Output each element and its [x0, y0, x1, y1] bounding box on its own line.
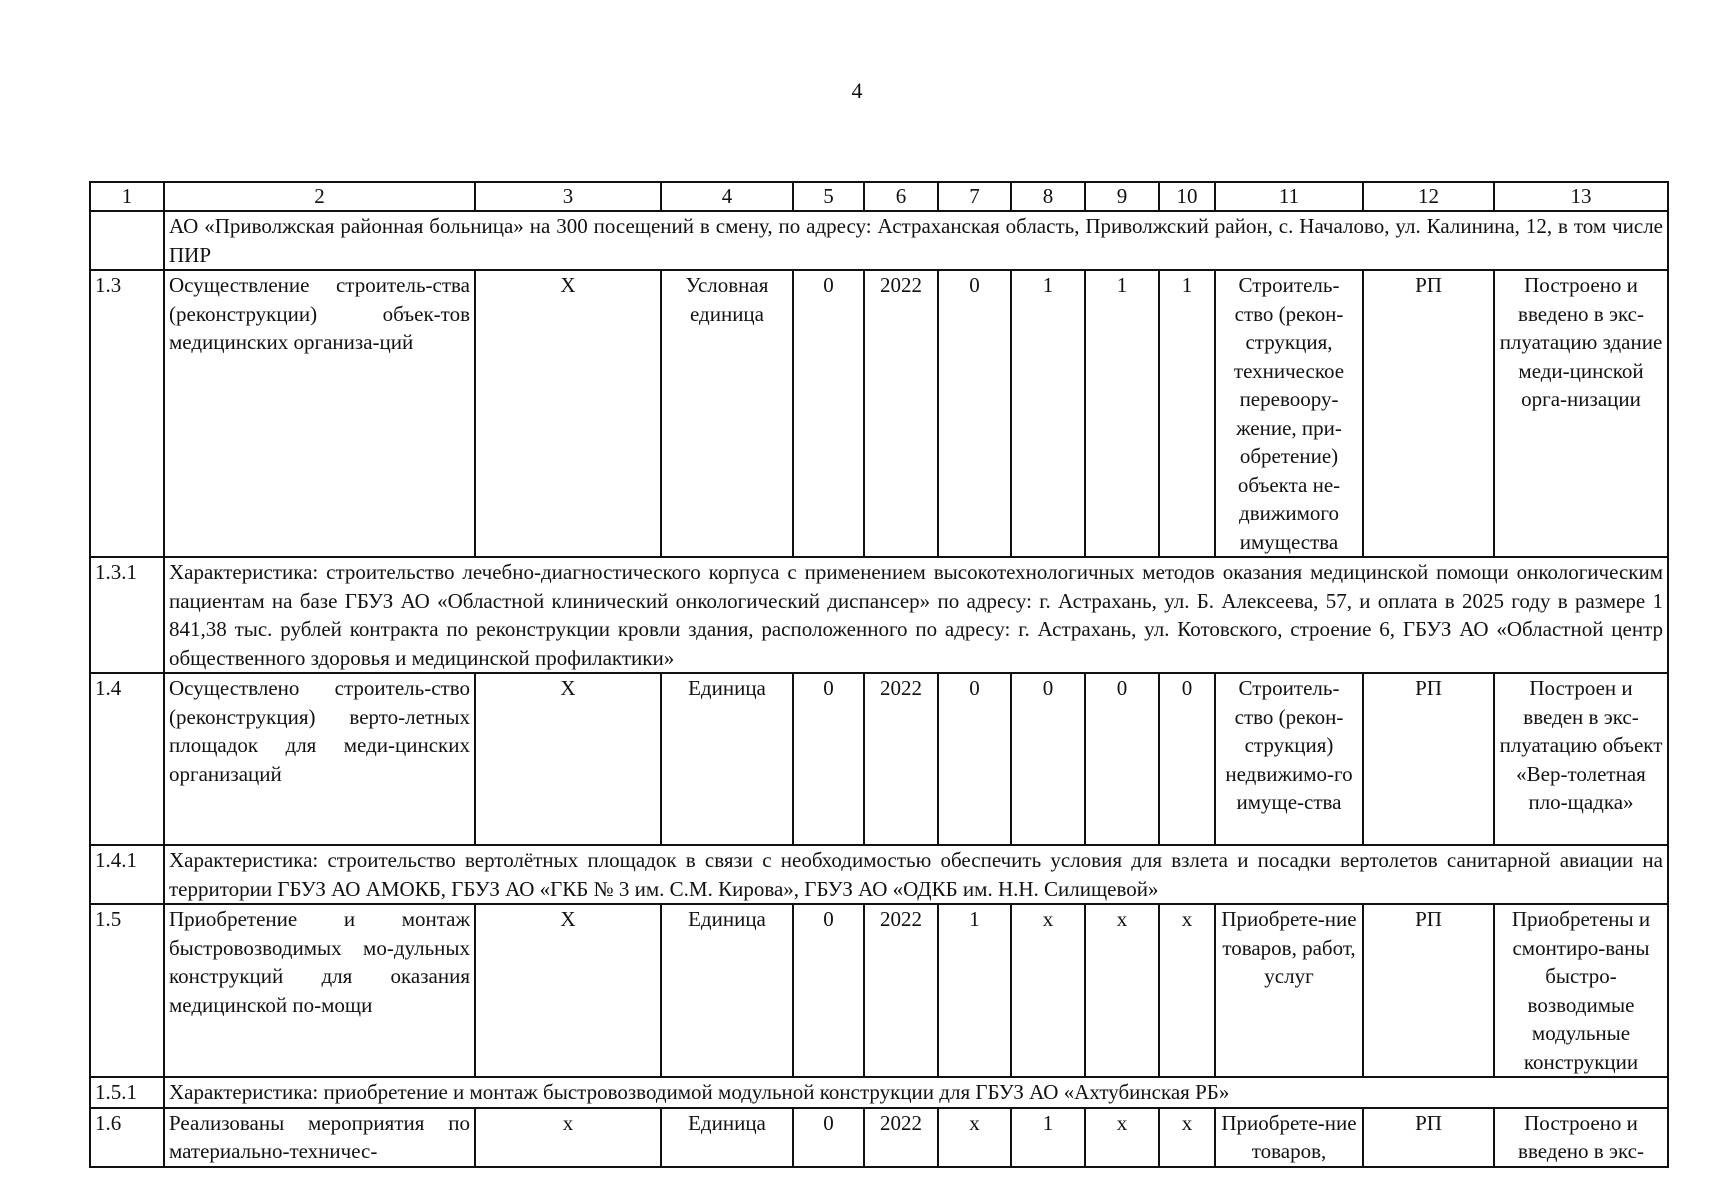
row-cell: 0 [793, 270, 864, 557]
row-unit: Условная единица [661, 270, 793, 557]
header-cell: 7 [938, 182, 1011, 211]
row-result: Построено и введено в экс- [1494, 1108, 1668, 1167]
row-characteristic: Характеристика: строительство вертолётных площадок в связи с необходимостью обеспечить условия для взлета и посадки вертолетов санитарной авиации на территории ГБУЗ АО АМОКБ, ГБУЗ АО «ГКБ № 3 им. С.М. Кирова», ГБУЗ АО «ОДКБ им. Н.Н. Силищевой» [164, 845, 1668, 904]
row-activity-type: Строитель-ство (рекон-струкция, техническое перевоору-жение, при-обретение) объекта не-движимого имущества [1215, 270, 1363, 557]
row-unit: Единица [661, 673, 793, 845]
header-cell: 1 [90, 182, 164, 211]
row-cell: 0 [793, 1108, 864, 1167]
row-cell: х [1011, 904, 1085, 1077]
row-cell: РП [1363, 904, 1494, 1077]
row-cell: 1 [1085, 270, 1159, 557]
row-name: Приобретение и монтаж быстровозводимых мо-дульных конструкций для оказания медицинской по-мощи [164, 904, 475, 1077]
row-name: Реализованы мероприятия по материально-техничес- [164, 1108, 475, 1167]
row-cell: 1 [1011, 1108, 1085, 1167]
header-cell: 5 [793, 182, 864, 211]
row-cell: 0 [938, 270, 1011, 557]
row-cell: х [1085, 1108, 1159, 1167]
row-result: Построено и введено в экс-плуатацию здание меди-цинской орга-низации [1494, 270, 1668, 557]
table-row [90, 1108, 1668, 1167]
row-activity-type: Строитель-ство (рекон-струкция) недвижимо-го имуще-ства [1215, 673, 1363, 845]
row-activity-type: Приобрете-ние товаров, работ, услуг [1215, 904, 1363, 1077]
table-row [90, 673, 1668, 845]
table-row [90, 904, 1668, 1077]
header-cell: 10 [1159, 182, 1215, 211]
row-year: 2022 [864, 270, 938, 557]
table-row-continuation [90, 211, 1668, 270]
header-cell: 4 [661, 182, 793, 211]
row-result: Построен и введен в экс-плуатацию объект «Вер-толетная пло-щадка» [1494, 673, 1668, 845]
row-cell: Х [475, 270, 661, 557]
row-cell: 0 [1085, 673, 1159, 845]
program-table [89, 181, 1669, 1168]
row-unit: Единица [661, 1108, 793, 1167]
row-cell: х [938, 1108, 1011, 1167]
row-number: 1.6 [90, 1108, 164, 1167]
row-number [90, 211, 164, 270]
header-cell: 8 [1011, 182, 1085, 211]
header-cell: 13 [1494, 182, 1668, 211]
page-number: 4 [851, 78, 863, 103]
row-year: 2022 [864, 1108, 938, 1167]
row-year: 2022 [864, 673, 938, 845]
row-cell: 0 [1159, 673, 1215, 845]
row-number: 1.3.1 [90, 557, 164, 673]
row-cell: 1 [938, 904, 1011, 1077]
row-cell: 0 [793, 673, 864, 845]
table-row [90, 270, 1668, 557]
row-cell: Х [475, 673, 661, 845]
row-number: 1.5 [90, 904, 164, 1077]
row-cell: х [1159, 904, 1215, 1077]
row-name: Осуществление строитель-ства (реконструкции) объек-тов медицинских организа-ций [164, 270, 475, 557]
row-name: Осуществлено строитель-ство (реконструкция) верто-летных площадок для меди-цинских организаций [164, 673, 475, 845]
row-cell: 0 [938, 673, 1011, 845]
header-cell: 2 [164, 182, 475, 211]
row-cell: 0 [793, 904, 864, 1077]
row-characteristic: Характеристика: приобретение и монтаж быстровозводимой модульной конструкции для ГБУЗ АО «Ахтубинская РБ» [164, 1077, 1668, 1108]
row-cell: 1 [1011, 270, 1085, 557]
header-cell: 11 [1215, 182, 1363, 211]
table-row-characteristic [90, 1077, 1668, 1108]
table-row-characteristic [90, 557, 1668, 673]
row-number: 1.3 [90, 270, 164, 557]
row-year: 2022 [864, 904, 938, 1077]
header-cell: 12 [1363, 182, 1494, 211]
row-cell: Х [475, 904, 661, 1077]
row-cell: х [475, 1108, 661, 1167]
row-characteristic: Характеристика: строительство лечебно-диагностического корпуса с применением высокотехнологичных методов оказания медицинской помощи онкологическим пациентам на базе ГБУЗ АО «Областной клинический онкологический диспансер» по адресу: г. Астрахань, ул. Б. Алексеева, 57, и оплата в 2025 году в размере 1 841,38 тыс. рублей контракта по реконструкции кровли здания, расположенного по адресу: г. Астрахань, ул. Котовского, строение 6, ГБУЗ АО «Областной центр общественного здоровья и медицинской профилактики» [164, 557, 1668, 673]
header-cell: 6 [864, 182, 938, 211]
row-result: Приобретены и смонтиро-ваны быстро-возводимые модульные конструкции [1494, 904, 1668, 1077]
row-description: АО «Приволжская районная больница» на 300 посещений в смену, по адресу: Астраханская область, Приволжский район, с. Началово, ул. Калинина, 12, в том числе ПИР [164, 211, 1668, 270]
row-cell: 1 [1159, 270, 1215, 557]
row-cell: х [1085, 904, 1159, 1077]
row-number: 1.5.1 [90, 1077, 164, 1108]
table-header-row [90, 182, 1668, 211]
table-row-characteristic [90, 845, 1668, 904]
row-number: 1.4.1 [90, 845, 164, 904]
row-cell: 0 [1011, 673, 1085, 845]
row-unit: Единица [661, 904, 793, 1077]
header-cell: 3 [475, 182, 661, 211]
row-cell: РП [1363, 270, 1494, 557]
row-cell: РП [1363, 1108, 1494, 1167]
row-activity-type: Приобрете-ние товаров, [1215, 1108, 1363, 1167]
row-cell: х [1159, 1108, 1215, 1167]
row-number: 1.4 [90, 673, 164, 845]
row-cell: РП [1363, 673, 1494, 845]
header-cell: 9 [1085, 182, 1159, 211]
